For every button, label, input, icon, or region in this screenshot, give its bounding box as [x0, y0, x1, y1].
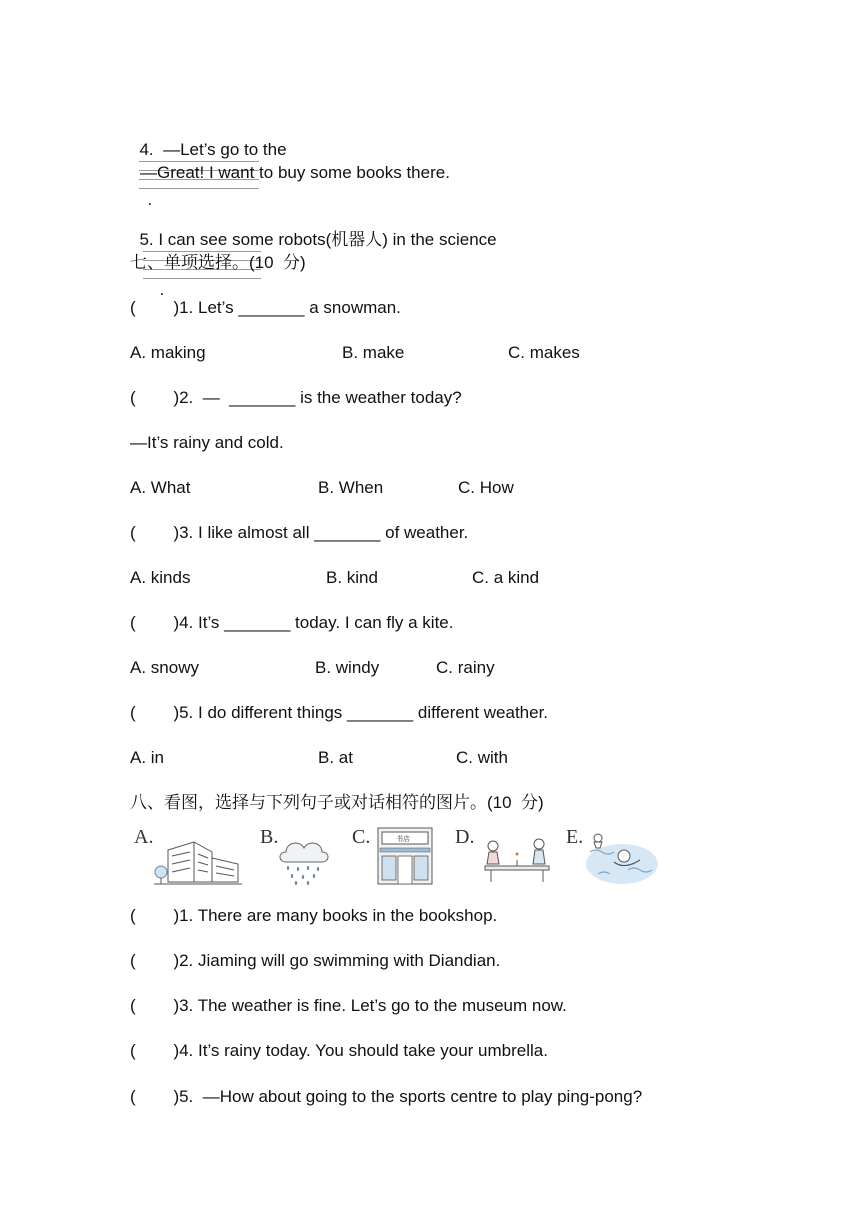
s7-q4-option-b[interactable]: B. windy [315, 658, 380, 677]
rain-cloud-icon [278, 836, 330, 886]
s7-q2-option-b[interactable]: B. When [318, 478, 384, 497]
q4-reply: —Great! I want to buy some books there. [140, 163, 450, 182]
picture-e-letter: E. [566, 826, 584, 848]
s8-item-4: ( )4. It’s rainy today. You should take your umbrella. [130, 1041, 548, 1060]
picture-b-letter: B. [260, 826, 279, 848]
s7-q1-option-c[interactable]: C. makes [508, 343, 580, 362]
s7-q4-option-c[interactable]: C. rainy [436, 658, 495, 677]
s7-q5-option-a[interactable]: A. in [130, 748, 165, 767]
picture-d [455, 826, 555, 888]
s7-q5-stem: ( )5. I do different things _______ different weather. [130, 703, 549, 722]
swimming-icon [584, 830, 658, 886]
s7-q1-option-a[interactable]: A. making [130, 343, 206, 362]
s7-q2-reply: —It’s rainy and cold. [130, 433, 284, 452]
s7-q2-option-a[interactable]: A. What [130, 478, 191, 497]
museum-building-icon [154, 838, 242, 888]
s7-q5-option-c[interactable]: C. with [456, 748, 508, 767]
s7-q4-option-a[interactable]: A. snowy [130, 658, 199, 677]
s7-q2-stem: ( )2. — _______ is the weather today? [130, 388, 462, 407]
section8-heading: 八、看图，选择与下列句子或对话相符的图片。(10 分) [130, 793, 544, 812]
section7-heading: 七、单项选择。(10 分) [130, 253, 306, 272]
picture-e [566, 826, 660, 888]
s8-item-3: ( )3. The weather is fine. Let’s go to the museum now. [130, 996, 567, 1015]
q4-suffix: . [147, 190, 153, 209]
s7-q3-option-a[interactable]: A. kinds [130, 568, 191, 587]
s8-item-5: ( )5. —How about going to the sports centre to play ping-pong? [130, 1087, 643, 1106]
s8-item-1: ( )1. There are many books in the bookshop. [130, 906, 498, 925]
s7-q2-option-c[interactable]: C. How [458, 478, 514, 497]
s7-q3-stem: ( )3. I like almost all _______ of weather. [130, 523, 469, 542]
ping-pong-icon [481, 836, 553, 884]
bookshop-sign: 书店 [396, 835, 410, 843]
s7-q4-stem: ( )4. It’s _______ today. I can fly a kite. [130, 613, 454, 632]
q5-prefix: 5. I can see some robots(机器人) in the science [139, 230, 497, 249]
s8-item-2: ( )2. Jiaming will go swimming with Diandian. [130, 951, 501, 970]
picture-a [134, 826, 244, 888]
q5-suffix: . [159, 280, 165, 299]
picture-b [260, 826, 340, 888]
picture-a-letter: A. [134, 826, 154, 848]
q4-prefix: 4. —Let’s go to the [139, 140, 287, 159]
picture-c-letter: C. [352, 826, 371, 848]
s7-q5-option-b[interactable]: B. at [318, 748, 353, 767]
s7-q3-option-c[interactable]: C. a kind [472, 568, 540, 587]
picture-d-letter: D. [455, 826, 475, 848]
s7-q1-option-b[interactable]: B. make [342, 343, 405, 362]
picture-c [352, 826, 438, 888]
s7-q3-option-b[interactable]: B. kind [326, 568, 378, 587]
s7-q1-stem: ( )1. Let’s _______ a snowman. [130, 298, 401, 317]
